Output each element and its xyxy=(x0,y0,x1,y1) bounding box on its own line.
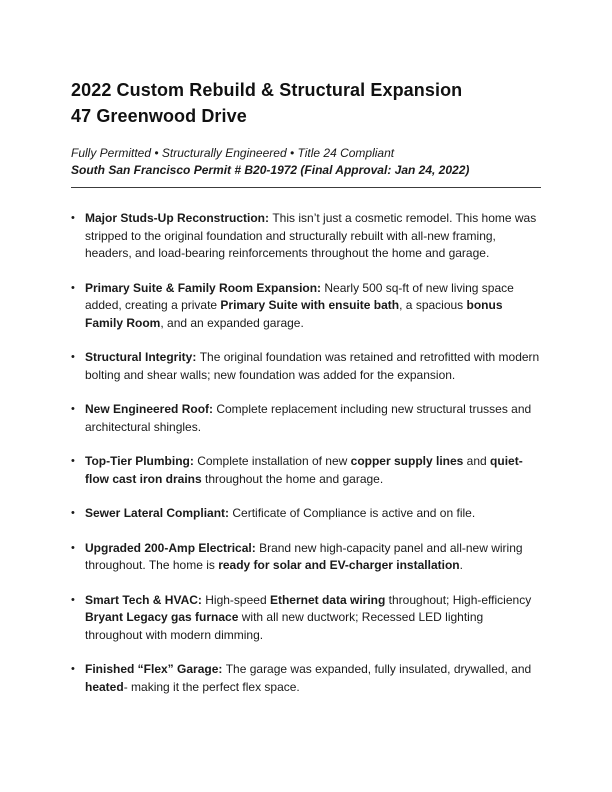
document-header xyxy=(71,77,541,188)
bullet-icon: • xyxy=(71,455,75,467)
list-item-text: Sewer Lateral Compliant: Certificate of Compliance is active and on file. xyxy=(85,506,476,520)
list-item xyxy=(71,592,541,645)
list-item-text: Upgraded 200-Amp Electrical: Brand new high-capacity panel and all-new wiring throughout. The home is ready for solar and EV-charger installation. xyxy=(85,540,523,572)
bullet-icon: • xyxy=(71,403,75,415)
title-line-2: 47 Greenwood Drive xyxy=(71,106,247,126)
list-item xyxy=(71,661,541,696)
page-title xyxy=(71,77,541,129)
list-item-text: New Engineered Roof: Complete replacement including new structural trusses and architectural shingles. xyxy=(85,402,532,434)
feature-list xyxy=(71,210,541,696)
title-line-1: 2022 Custom Rebuild & Structural Expansion xyxy=(71,80,463,100)
list-item-text: Smart Tech & HVAC: High-speed Ethernet data wiring throughout; High-efficiency Bryant Legacy gas furnace with all new ductwork; Recessed LED lighting throughout with modern dimming. xyxy=(85,592,532,642)
list-item-text: Top-Tier Plumbing: Complete installation of new copper supply lines and quiet-flow cast iron drains throughout the home and garage. xyxy=(85,454,523,486)
list-item-text: Major Studs-Up Reconstruction: This isn’t just a cosmetic remodel. This home was stripped to the original foundation and structurally rebuilt with all-new framing, headers, and load-bearing reinforcements throughout the home and garage. xyxy=(85,211,537,260)
bullet-icon: • xyxy=(71,541,75,554)
bullet-icon: • xyxy=(71,507,75,519)
list-item-text: Primary Suite & Family Room Expansion: Nearly 500 sq-ft of new living space added, creating a private Primary Suite with ensuite bath, a spacious bonus Family Room, and an expanded garage. xyxy=(85,280,514,330)
permit-line: South San Francisco Permit # B20-1972 (Final Approval: Jan 24, 2022) xyxy=(71,162,470,177)
bullet-icon: • xyxy=(71,593,75,606)
list-item xyxy=(71,505,541,523)
list-item xyxy=(71,280,541,333)
list-item xyxy=(71,453,541,488)
subtitle-block xyxy=(71,145,541,178)
header-divider xyxy=(71,187,541,188)
list-item xyxy=(71,401,541,436)
list-item xyxy=(71,210,541,263)
list-item-text: Structural Integrity: The original foundation was retained and retrofitted with modern bolting and shear walls; new foundation was added for the expansion. xyxy=(85,350,540,382)
bullet-icon: • xyxy=(71,212,75,224)
bullet-icon: • xyxy=(71,281,75,294)
list-item-text: Finished “Flex” Garage: The garage was expanded, fully insulated, drywalled, and heated- making it the perfect flex space. xyxy=(85,662,532,694)
bullet-icon: • xyxy=(71,351,75,363)
list-item xyxy=(71,349,541,384)
subtitle-compliance: Fully Permitted • Structurally Engineered • Title 24 Compliant xyxy=(71,146,395,160)
list-item xyxy=(71,540,541,575)
bullet-icon: • xyxy=(71,663,75,675)
